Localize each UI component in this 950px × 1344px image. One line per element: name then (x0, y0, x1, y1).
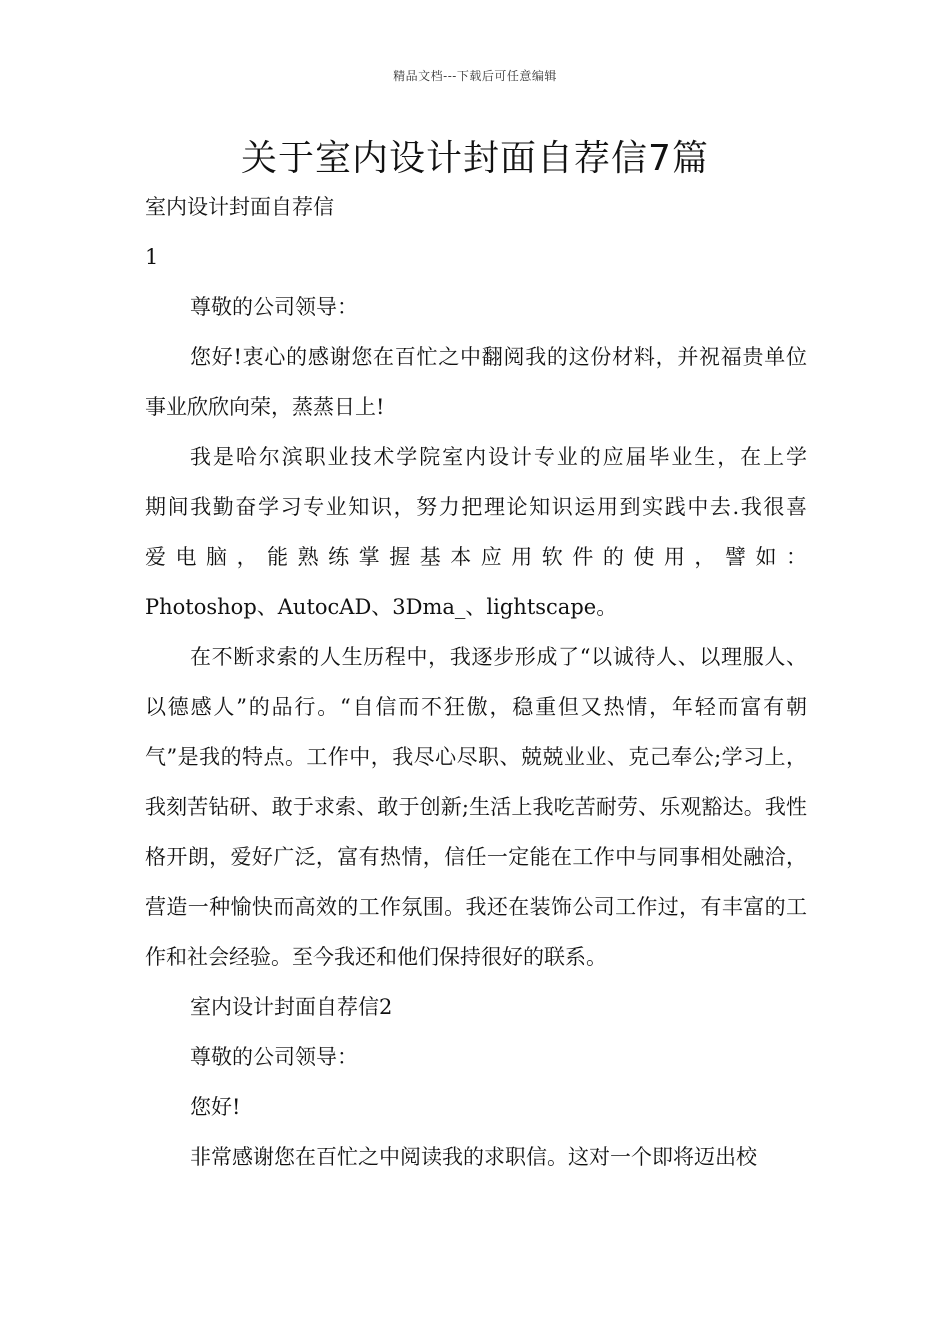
letter1-paragraph-2-line: 我是哈尔滨职业技术学院室内设计专业的应届毕业生，在上学 (190, 445, 807, 469)
header-note: 精品文档---下载后可任意编辑 (393, 69, 557, 83)
document-title: 关于室内设计封面自荐信7篇 (241, 138, 709, 179)
letter1-paragraph-2-line: 期间我勤奋学习专业知识，努力把理论知识运用到实践中去.我很喜 (145, 495, 807, 519)
letter1-paragraph-2-line: 爱电脑，能熟练掌握基本应用软件的使用，譬如： (145, 545, 807, 569)
section-number: 1 (145, 245, 159, 269)
letter2-paragraph-1: 非常感谢您在百忙之中阅读我的求职信。这对一个即将迈出校 (190, 1145, 757, 1169)
letter1-paragraph-3: 在不断求索的人生历程中，我逐步形成了“以诚待人、以理服人、以德感人”的品行。“自信而不狂傲，稳重但又热情，年轻而富有朝气”是我的特点。工作中，我尽心尽职、兢兢业业、克己奉公;学习上，我刻苦钻研、敢于求索、敢于创新;生活上我吃苦耐劳、乐观豁达。我性格开朗，爱好广泛，富有热情，信任一定能在工作中与同事相处融洽，营造一种愉快而高效的工作氛围。我还在装饰公司工作过，有丰富的工作和社会经验。至今我还和他们保持很好的联系。 (145, 645, 807, 969)
letter2-salutation: 尊敬的公司领导： (190, 1045, 358, 1069)
document-body (145, 182, 807, 1182)
letter2-heading: 室内设计封面自荐信2 (190, 995, 393, 1019)
letter1-paragraph-1: 您好!衷心的感谢您在百忙之中翻阅我的这份材料，并祝福贵单位事业欣欣向荣，蒸蒸日上! (145, 345, 807, 419)
letter1-salutation: 尊敬的公司领导： (190, 295, 358, 319)
letter1-paragraph-2-line: Photoshop、AutocAD、3Dma_、lightscape。 (145, 595, 618, 619)
letter1-paragraph-2 (145, 432, 807, 632)
letter2-greeting: 您好! (190, 1095, 241, 1119)
subtitle: 室内设计封面自荐信 (145, 195, 334, 219)
